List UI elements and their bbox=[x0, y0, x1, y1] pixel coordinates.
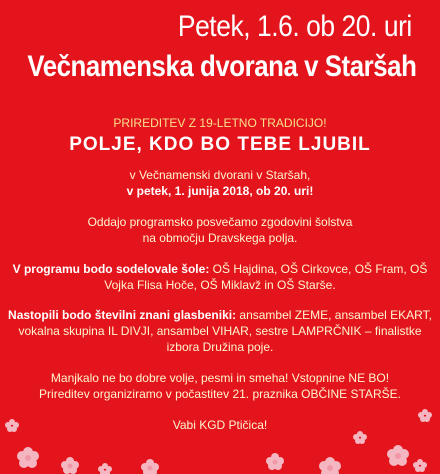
event-date-heading: Petek, 1.6. ob 20. uri bbox=[178, 10, 412, 43]
schools-line-1 bbox=[0, 261, 440, 277]
invite-text: Vabi KGD Ptičica! bbox=[172, 418, 268, 432]
schools-label: V programu bodo sodelovale šole: bbox=[12, 262, 210, 276]
musicians-label: Nastopili bodo številni znani glasbeniki: bbox=[8, 308, 237, 322]
musicians-line-2: vokalna skupina IL DIVJI, ansambel VIHAR, sestre LAMPRČNIK – finalistke bbox=[18, 324, 422, 338]
blossom-icon bbox=[17, 447, 39, 468]
blossom-icon bbox=[266, 453, 284, 470]
blossom-icon bbox=[61, 457, 79, 474]
musicians-line-1 bbox=[0, 307, 440, 323]
closing-line-1: Manjkalo ne bo dobre volje, pesmi in smeha! Vstopnine NE BO! bbox=[50, 371, 390, 385]
dedication-line-2: na območju Dravskega polja. bbox=[142, 231, 298, 245]
dedication-line-1: Oddajo programsko posvečamo zgodovini šolstva bbox=[87, 215, 353, 229]
blossom-icon bbox=[387, 445, 409, 466]
poster-body bbox=[0, 116, 440, 433]
musicians-list-start: ansambel ZEME, ansambel EKART, bbox=[236, 308, 432, 322]
schools-list-start: OŠ Hajdina, OŠ Cirkovce, OŠ Fram, OŠ bbox=[209, 262, 428, 276]
blossom-icon bbox=[141, 459, 159, 474]
blossom-icon bbox=[413, 459, 427, 472]
musicians-line-3: izbora Družina poje. bbox=[166, 340, 274, 354]
date-text: v petek, 1. junija 2018, ob 20. uri! bbox=[126, 184, 314, 198]
event-venue-heading: Večnamenska dvorana v Staršah bbox=[26, 50, 416, 83]
blossom-icon bbox=[98, 463, 112, 474]
schools-line-2: Vojka Flisa Hoče, OŠ Miklavž in OŠ Starše. bbox=[104, 278, 336, 292]
blossom-icon bbox=[319, 457, 341, 474]
venue-text: v Večnamenski dvorani v Staršah, bbox=[129, 168, 311, 182]
event-title: POLJE, KDO BO TEBE LJUBIL bbox=[69, 134, 371, 155]
closing-line-2: Prireditev organiziramo v počastitev 21. praznika OBČINE STARŠE. bbox=[39, 387, 401, 401]
tradition-note: PRIREDITEV Z 19-LETNO TRADICIJO! bbox=[113, 116, 327, 130]
